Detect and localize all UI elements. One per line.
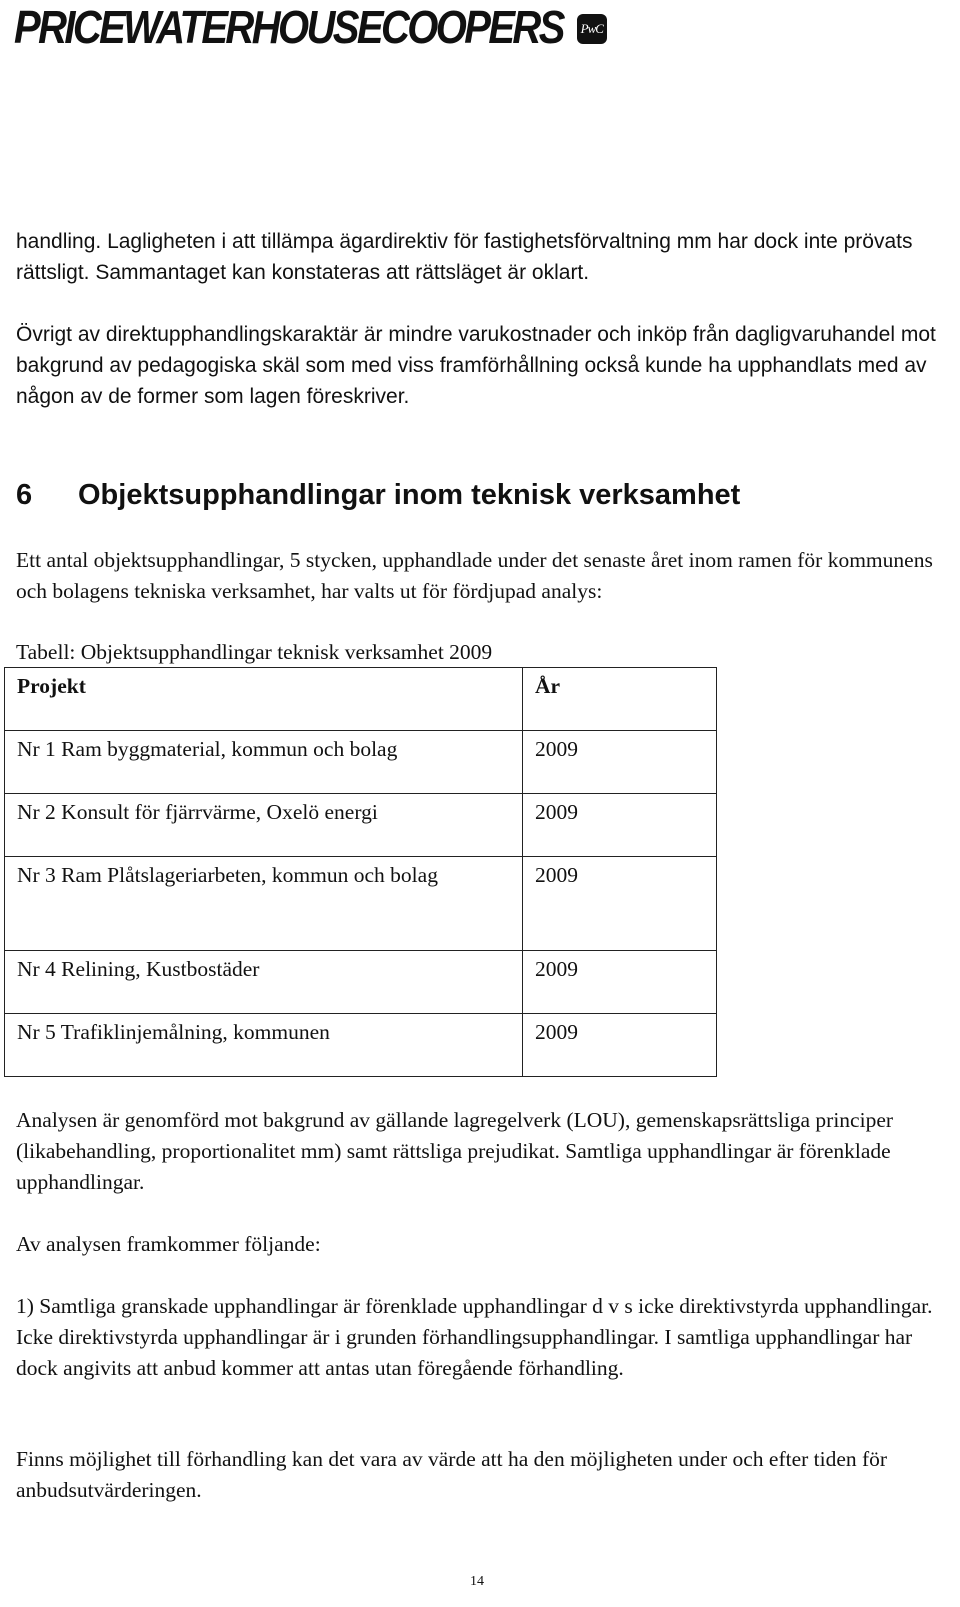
cell-project: Nr 3 Ram Plåtslageriarbeten, kommun och bolag (5, 857, 523, 951)
section-number: 6 (16, 479, 33, 511)
table-row (5, 857, 717, 951)
paragraph-direct-procurement: Övrigt av direktupphandlingskaraktär är mindre varukostnader och inköp från dagligvaruhandel mot bakgrund av pedagogiska skäl som med viss framförhållning också kunde ha upphandlats med av någon av de former som lagen föreskriver. (16, 323, 936, 408)
paragraph-findings-intro: Av analysen framkommer följande: (16, 1232, 321, 1256)
cell-project: Nr 2 Konsult för fjärrvärme, Oxelö energi (5, 794, 523, 857)
cell-year: 2009 (523, 1014, 717, 1077)
logo-wordmark: PRICEWATERHOUSECOOPERS (14, 2, 563, 54)
procurement-table (4, 667, 717, 1077)
paragraph-legality: handling. Lagligheten i att tillämpa ägardirektiv för fastighetsförvaltning mm har dock inte prövats rättsligt. Sammantaget kan konstateras att rättsläget är oklart. (16, 230, 913, 284)
paragraph-analysis: Analysen är genomförd mot bakgrund av gällande lagregelverk (LOU), gemenskapsrättsliga principer (likabehandling, proportionalitet mm) samt rättsliga prejudikat. Samtliga upphandlingar är förenklade upphandlingar. (16, 1108, 894, 1194)
cell-year: 2009 (523, 731, 717, 794)
paragraph-finding-1: 1) Samtliga granskade upphandlingar är förenklade upphandlingar d v s icke direktivstyrda upphandlingar. Icke direktivstyrda upphandlingar är i grunden förhandlingsupphandlingar. I samtliga upphandlingar har dock angivits att anbud kommer att antas utan föregående förhandling. (16, 1294, 933, 1380)
paragraph-negotiation: Finns möjlighet till förhandling kan det vara av värde att ha den möjligheten under och efter tiden för anbudsutvärderingen. (16, 1447, 888, 1502)
table-row (5, 951, 717, 1014)
page-number: 14 (470, 1574, 484, 1589)
section-intro: Ett antal objektsupphandlingar, 5 stycken, upphandlade under det senaste året inom ramen för kommunens och bolagens tekniska verksamhet, har valts ut för fördjupad analys: (16, 548, 933, 603)
cell-project: Nr 5 Trafiklinjemålning, kommunen (5, 1014, 523, 1077)
cell-year: 2009 (523, 794, 717, 857)
section-title: Objektsupphandlingar inom teknisk verksamhet (78, 479, 741, 511)
column-header-project: Projekt (5, 668, 523, 731)
table-header-row (5, 668, 717, 731)
cell-year: 2009 (523, 857, 717, 951)
company-logo (14, 2, 607, 54)
cell-year: 2009 (523, 951, 717, 1014)
table-row (5, 794, 717, 857)
cell-project: Nr 4 Relining, Kustbostäder (5, 951, 523, 1014)
cell-project: Nr 1 Ram byggmaterial, kommun och bolag (5, 731, 523, 794)
logo-seal-icon: PwC (577, 14, 607, 44)
table-row (5, 1014, 717, 1077)
column-header-year: År (523, 668, 717, 731)
section-heading (16, 477, 740, 513)
table-row (5, 731, 717, 794)
table-caption: Tabell: Objektsupphandlingar teknisk verksamhet 2009 (16, 640, 493, 664)
